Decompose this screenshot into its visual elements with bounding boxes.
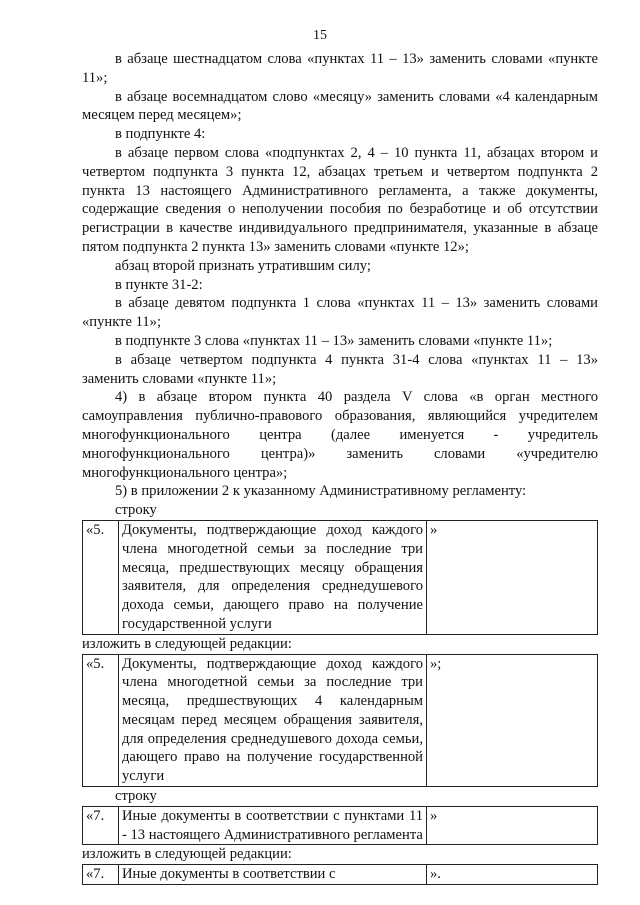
row-number: «7.	[83, 865, 119, 885]
table-old-row-7	[82, 806, 598, 846]
row-close: ».	[427, 865, 598, 885]
row-text: Иные документы в соответствии с	[119, 865, 427, 885]
row-text: Документы, подтверждающие доход каждого члена многодетной семьи за последние три месяца, предшествующих месяцу обращения заявителя, для определения среднедушевого дохода семьи, дающего право на получение государственной услуги	[119, 520, 427, 634]
table-new-row-7	[82, 864, 598, 885]
table-row	[83, 806, 598, 845]
row-number: «5.	[83, 654, 119, 787]
table-row	[83, 865, 598, 885]
table-row	[83, 654, 598, 787]
row-text: Иные документы в соответствии с пунктами 11 - 13 настоящего Административного регламента	[119, 806, 427, 845]
row-close: »	[427, 520, 598, 634]
label-row: строку	[115, 788, 157, 805]
table-row	[83, 520, 598, 634]
row-number: «7.	[83, 806, 119, 845]
document-body	[82, 50, 598, 885]
paragraph: 4) в абзаце втором пункта 40 раздела V слова «в орган местного самоуправления публично-правового образования, являющийся учредителем многофункционального центра (далее именуется - учредитель многофункционального центра)» заменить словами «учредителю многофункционального центра»;	[82, 389, 598, 481]
row-close: »	[427, 806, 598, 845]
paragraph: 5) в приложении 2 к указанному Административному регламенту:	[115, 483, 527, 500]
label-new-edition: изложить в следующей редакции:	[82, 635, 292, 652]
paragraph: абзац второй признать утратившим силу;	[115, 257, 371, 274]
page-number: 15	[313, 28, 327, 43]
table-old-row-5	[82, 520, 598, 635]
paragraph: в абзаце восемнадцатом слово «месяцу» заменить словами «4 календарным месяцем перед месяцем»;	[82, 88, 598, 124]
paragraph: в подпункте 4:	[115, 126, 206, 143]
row-text: Документы, подтверждающие доход каждого члена многодетной семьи за последние три месяца, предшествующих 4 календарным месяцам перед месяцем обращения заявителя, для определения среднедушевого дохода семьи, дающего право на получение государственной услуги	[119, 654, 427, 787]
paragraph: в абзаце четвертом подпункта 4 пункта 31-4 слова «пунктах 11 – 13» заменить словами «пункте 11»;	[82, 351, 598, 387]
paragraph: в пункте 31-2:	[115, 276, 203, 293]
paragraph: в абзаце девятом подпункта 1 слова «пунктах 11 – 13» заменить словами «пункте 11»;	[82, 295, 598, 331]
paragraph: в абзаце шестнадцатом слова «пунктах 11 – 13» заменить словами «пункте 11»;	[82, 51, 598, 86]
paragraph: в абзаце первом слова «подпунктах 2, 4 – 10 пункта 11, абзацах втором и четвертом подпункта 3 пункта 12, абзацах третьем и четвертом подпункта 2 пункта 13 настоящего Административного регламента, а также документы, содержащие сведения о неполучении пособия по безработице и об отсутствии регистрации в качестве индивидуального предпринимателя, указанные в абзаце пятом подпункта 2 пункта 13» заменить словами «пункте 12»;	[82, 144, 598, 255]
label-row: строку	[115, 502, 157, 519]
label-new-edition: изложить в следующей редакции:	[82, 846, 292, 863]
row-close: »;	[427, 654, 598, 787]
table-new-row-5	[82, 654, 598, 788]
row-number: «5.	[83, 520, 119, 634]
paragraph: в подпункте 3 слова «пунктах 11 – 13» заменить словами «пункте 11»;	[115, 332, 553, 349]
